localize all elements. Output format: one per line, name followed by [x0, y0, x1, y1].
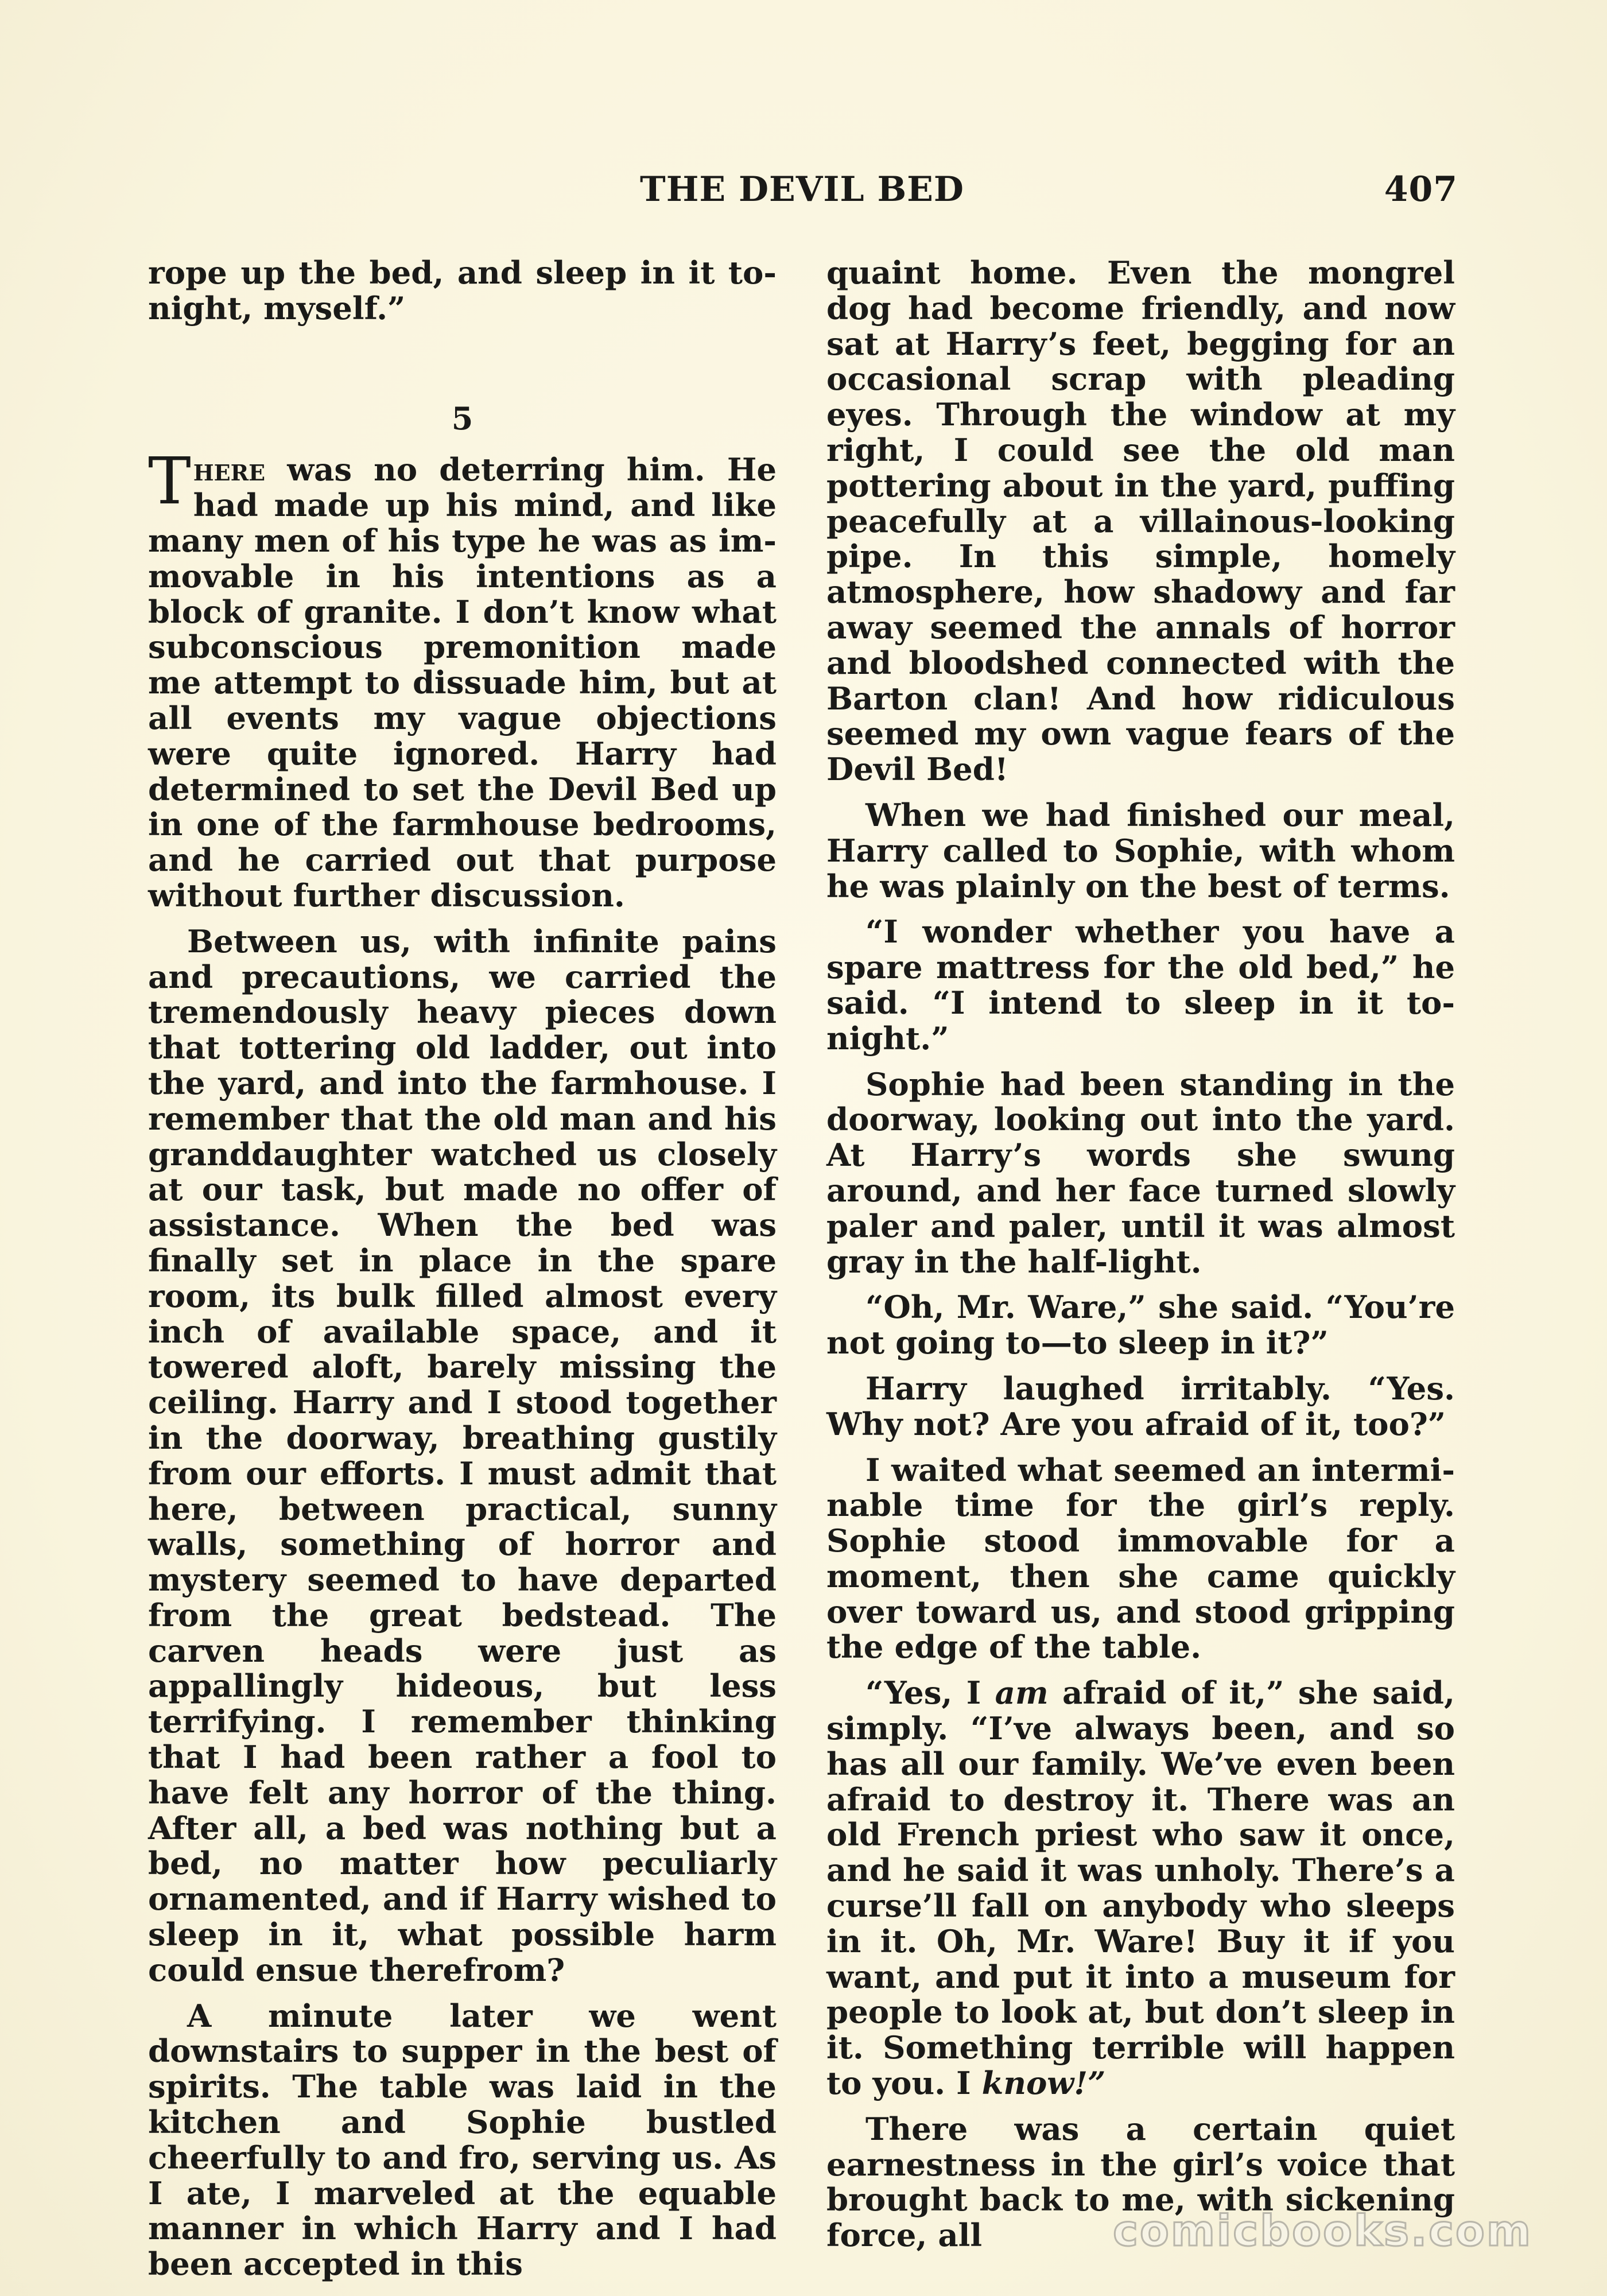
paragraph-text: was no deterring him. He had made up his mind, and like many men of his type he was as immovable in his intentions as a block of granite. I don’t know what subconscious premonition made me attempt to dissuade him, but at all events my vague objections were quite ignored. Harry had determined to set the Devil Bed up in one of the farmhouse bedrooms, and he carried out that purpose without further discussion. — [148, 451, 777, 914]
page-number: 407 — [1384, 169, 1458, 210]
emphasis: am — [995, 1674, 1049, 1712]
paragraph: rope up the bed, and sleep in it tonight, myself.” — [148, 254, 777, 327]
paragraph: When we had finished our meal, Harry called to Sophie, with whom he was plainly on the best of terms. — [826, 796, 1455, 905]
section-number: 5 — [451, 400, 473, 437]
emphasis: know!” — [981, 2065, 1106, 2102]
paragraph: “I wonder whether you have a spare mattress for the old bed,” he said. “I intend to sleep in it tonight.” — [826, 913, 1455, 1057]
running-head — [146, 169, 1458, 215]
paragraph: Between us, with infinite pains and precautions, we carried the tremendously heavy pieces down that tottering old ladder, out into the yard, and into the farmhouse. I remember that the old man and his granddaughter watched us closely at our task, but made no offer of assistance. When the bed was finally set in place in the spare room, its bulk filled almost every inch of available space, and it towered aloft, barely missing the ceiling. Harry and I stood together in the doorway, breathing gustily from our efforts. I must admit that here, between practical, sunny walls, something of horror and mystery seemed to have departed from the great bedstead. The carven heads were just as appallingly hideous, but less terrifying. I remember thinking that I had been rather a fool to have felt any horror of the thing. After all, a bed was nothing but a bed, no matter how peculiarly ornamented, and if Harry wished to sleep in it, what possible harm could ensue therefrom? — [148, 922, 777, 1988]
small-caps-lead: here — [193, 451, 266, 488]
paragraph-with-dropcap — [148, 444, 777, 914]
right-column — [826, 255, 1455, 2254]
paragraph: Harry laughed irritably. “Yes. Why not? Are you afraid of it, too?” — [826, 1370, 1455, 1442]
paragraph: quaint home. Even the mongrel dog had become friendly, and now sat at Harry’s feet, begging for an occasional scrap with pleading eyes. Through the window at my right, I could see the old man pottering about in the yard, puffing peacefully at a villainous-looking pipe. In this simple, homely atmosphere, how shadowy and far away seemed the annals of horror and bloodshed connected with the Barton clan! And how ridiculous seemed my own vague fears of the Devil Bed! — [826, 254, 1455, 788]
paragraph-text: afraid of it,” she said, simply. “I’ve always been, and so has all our family. We’ve even been afraid to destroy it. There was an old French priest who saw it once, and he said it was unholy. There’s a curse’ll fall on anybody who sleeps in it. Oh, Mr. Ware! Buy it if you want, and put it into a museum for people to look at, but don’t sleep in it. Something terrible will happen to you. I — [826, 1674, 1455, 2102]
left-column — [148, 255, 777, 2282]
paragraph: A minute later we went downstairs to supper in the best of spirits. The table was laid in the kitchen and Sophie bustled cheerfully to and fro, serving us. As I ate, I marveled at the equable manner in which Harry and I had been accepted in this — [148, 1997, 777, 2283]
running-title: THE DEVIL BED — [640, 169, 964, 210]
paragraph-text: “Yes, I — [865, 1674, 995, 1712]
watermark: comicbooks.com — [1113, 2206, 1532, 2256]
paragraph: “Oh, Mr. Ware,” she said. “You’re not going to—to sleep in it?” — [826, 1289, 1455, 1362]
paragraph — [826, 1676, 1455, 2101]
paragraph: There was a certain quiet earnestness in the girl’s voice that brought back to me, with sickening force, all — [826, 2110, 1455, 2254]
paragraph: Sophie had been standing in the doorway, looking out into the yard. At Harry’s words she swung around, and her face turned slowly paler and paler, until it was almost gray in the half-light. — [826, 1065, 1455, 1280]
drop-cap: T — [148, 444, 191, 519]
paragraph: I waited what seemed an interminable time for the girl’s reply. Sophie stood immovable for a moment, then she came quickly over toward us, and stood gripping the edge of the table. — [826, 1451, 1455, 1666]
